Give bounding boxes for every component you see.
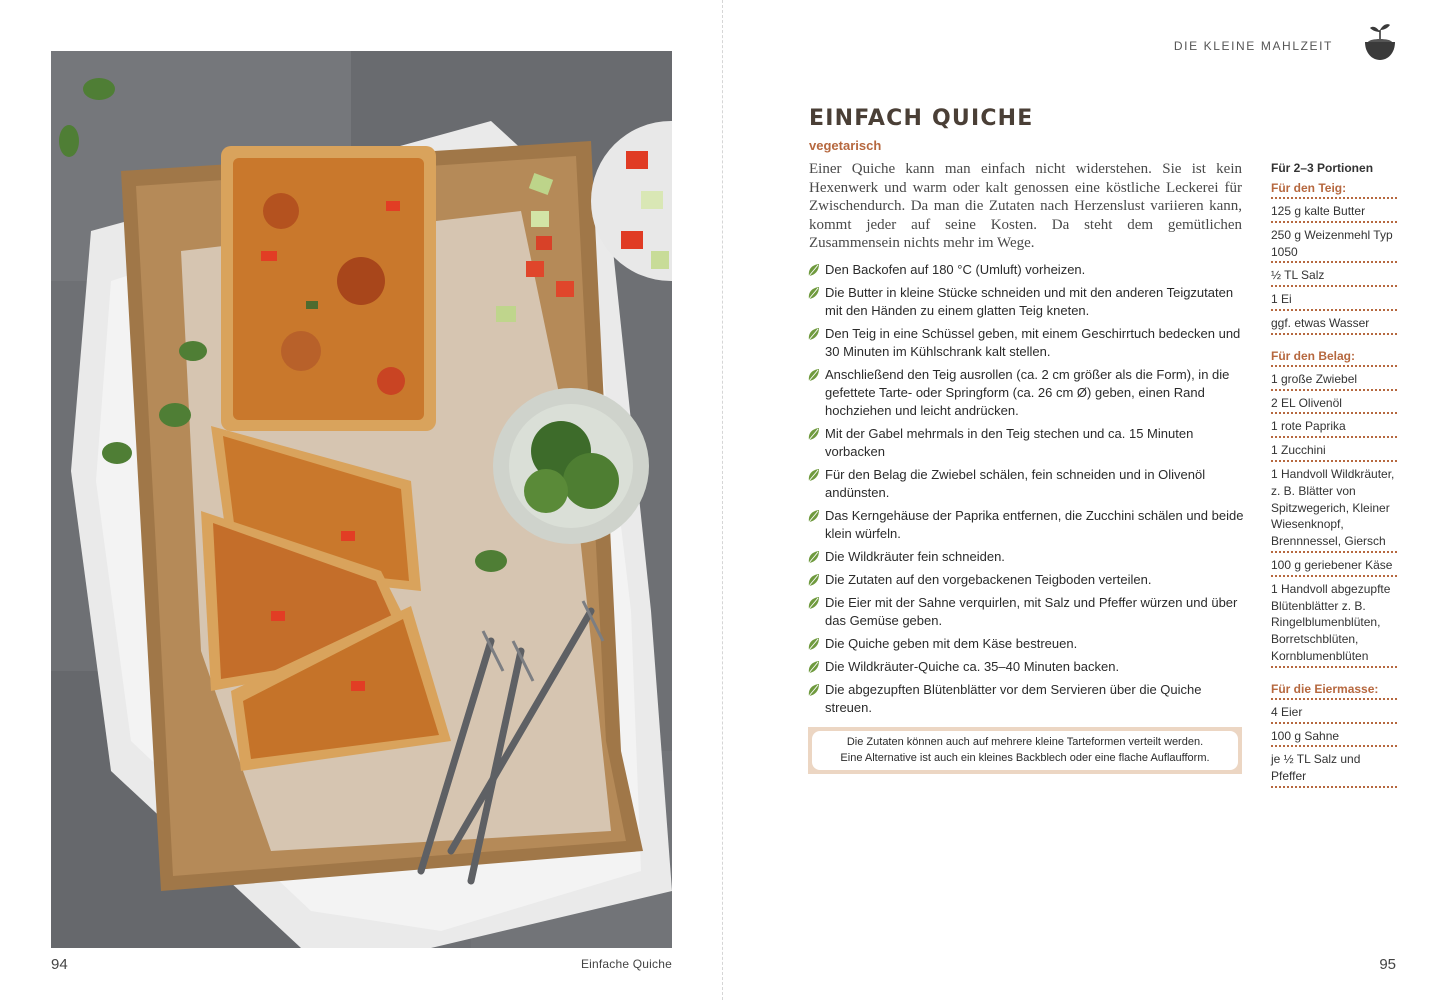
ingredient-item: 1 rote Paprika	[1271, 414, 1397, 438]
recipe-step-text: Die Zutaten auf den vorgebackenen Teigboden verteilen.	[825, 572, 1152, 587]
tip-box-inner	[812, 731, 1238, 770]
recipe-step	[807, 571, 1247, 589]
ingredient-item: ½ TL Salz	[1271, 263, 1397, 287]
bowl-with-sprout-icon	[1362, 20, 1398, 62]
ingredient-item: 100 g Sahne	[1271, 724, 1397, 748]
leaf-bullet-icon	[807, 550, 820, 564]
recipe-step-text: Anschließend den Teig ausrollen (ca. 2 cm größer als die Form), in die gefettete Tarte- oder Springform (ca. 26 cm Ø) geben, einen Rand hochziehen und leicht andrücken.	[825, 367, 1230, 418]
leaf-bullet-icon	[807, 263, 820, 277]
recipe-step-text: Mit der Gabel mehrmals in den Teig stechen und ca. 15 Minuten vorbacken	[825, 426, 1194, 459]
recipe-step-text: Die Quiche geben mit dem Käse bestreuen.	[825, 636, 1078, 651]
page-number-right: 95	[1379, 956, 1396, 973]
ingredient-item: ggf. etwas Wasser	[1271, 311, 1397, 335]
ingredient-item: 2 EL Olivenöl	[1271, 391, 1397, 415]
quiche-photo	[51, 51, 672, 948]
recipe-step	[807, 658, 1247, 676]
ingredient-item: 1 Zucchini	[1271, 438, 1397, 462]
ingredients-column	[1271, 161, 1397, 802]
ingredient-group	[1271, 682, 1397, 788]
recipe-step	[807, 366, 1247, 420]
tip-box	[808, 727, 1242, 774]
leaf-bullet-icon	[807, 468, 820, 482]
leaf-bullet-icon	[807, 327, 820, 341]
recipe-title: EINFACH QUICHE	[809, 106, 1034, 131]
recipe-step	[807, 425, 1247, 461]
recipe-step	[807, 507, 1247, 543]
recipe-intro: Einer Quiche kann man einfach nicht widerstehen. Sie ist kein Hexenwerk und warm oder kalt genossen eine köstliche Leckerei für Zwischendurch. Da man die Zutaten nach Herzenslust variieren kann, kommt jeder auf seine Kosten. Da steht dem gemütlichen Zusammensein nichts mehr im Wege.	[809, 161, 1242, 252]
recipe-step	[807, 681, 1247, 717]
section-label: DIE KLEINE MAHLZEIT	[1173, 39, 1333, 53]
ingredient-group	[1271, 181, 1397, 335]
ingredient-group-heading: Für den Teig:	[1271, 181, 1397, 199]
tip-line-2: Eine Alternative ist auch ein kleines Backblech oder eine flache Auflaufform.	[840, 751, 1210, 764]
ingredient-groups	[1271, 181, 1397, 788]
recipe-step	[807, 261, 1247, 279]
recipe-step-text: Die Wildkräuter-Quiche ca. 35–40 Minuten backen.	[825, 659, 1120, 674]
portions-label: Für 2–3 Portionen	[1271, 161, 1374, 175]
ingredient-group-heading: Für die Eiermasse:	[1271, 682, 1397, 700]
ingredient-item: 250 g Weizenmehl Typ 1050	[1271, 223, 1397, 264]
leaf-bullet-icon	[807, 683, 820, 697]
left-page	[0, 0, 722, 1000]
recipe-step	[807, 284, 1247, 320]
recipe-steps	[807, 261, 1247, 722]
ingredient-group-heading: Für den Belag:	[1271, 349, 1397, 367]
recipe-step-text: Die Wildkräuter fein schneiden.	[825, 549, 1005, 564]
tip-line-1: Die Zutaten können auch auf mehrere kleine Tarteformen verteilt werden.	[846, 736, 1204, 748]
quiche-photo-illustration	[51, 51, 672, 948]
recipe-step-text: Für den Belag die Zwiebel schälen, fein schneiden und in Olivenöl andünsten.	[825, 467, 1206, 500]
recipe-subtitle: vegetarisch	[809, 138, 882, 153]
page-gutter	[722, 0, 723, 1000]
recipe-step	[807, 466, 1247, 502]
recipe-step-text: Den Backofen auf 180 °C (Umluft) vorheizen.	[825, 262, 1086, 277]
recipe-step-text: Das Kerngehäuse der Paprika entfernen, die Zucchini schälen und beide klein würfeln.	[825, 508, 1244, 541]
recipe-step	[807, 635, 1247, 653]
ingredient-item: 1 große Zwiebel	[1271, 367, 1397, 391]
ingredient-item: 1 Handvoll Wildkräuter, z. B. Blätter von Spitzwegerich, Kleiner Wiesenknopf, Brennnessel, Giersch	[1271, 462, 1397, 553]
ingredient-item: 125 g kalte Butter	[1271, 199, 1397, 223]
ingredient-item: 4 Eier	[1271, 700, 1397, 724]
recipe-step	[807, 548, 1247, 566]
ingredient-item: 100 g geriebener Käse	[1271, 553, 1397, 577]
leaf-bullet-icon	[807, 509, 820, 523]
leaf-bullet-icon	[807, 573, 820, 587]
leaf-bullet-icon	[807, 660, 820, 674]
recipe-step-text: Die Butter in kleine Stücke schneiden und mit den anderen Teigzutaten mit den Händen zu einem glatten Teig kneten.	[825, 285, 1234, 318]
recipe-step	[807, 594, 1247, 630]
right-page	[724, 0, 1447, 1000]
ingredient-item: je ½ TL Salz und Pfeffer	[1271, 747, 1397, 788]
page-number-left: 94	[51, 956, 68, 973]
ingredient-item: 1 Ei	[1271, 287, 1397, 311]
leaf-bullet-icon	[807, 368, 820, 382]
recipe-step-text: Die abgezupften Blütenblätter vor dem Servieren über die Quiche streuen.	[825, 682, 1202, 715]
ingredient-group	[1271, 349, 1397, 668]
recipe-step-text: Die Eier mit der Sahne verquirlen, mit Salz und Pfeffer würzen und über das Gemüse geben.	[825, 595, 1238, 628]
recipe-step-text: Den Teig in eine Schüssel geben, mit einem Geschirrtuch bedecken und 30 Minuten im Kühlschrank kalt stellen.	[825, 326, 1241, 359]
leaf-bullet-icon	[807, 427, 820, 441]
leaf-bullet-icon	[807, 637, 820, 651]
leaf-bullet-icon	[807, 286, 820, 300]
ingredient-item: 1 Handvoll abgezupfte Blütenblätter z. B. Ringelblumenblüten, Borretschblüten, Kornblumenblüten	[1271, 577, 1397, 668]
recipe-step	[807, 325, 1247, 361]
leaf-bullet-icon	[807, 596, 820, 610]
running-title-left: Einfache Quiche	[580, 957, 672, 971]
